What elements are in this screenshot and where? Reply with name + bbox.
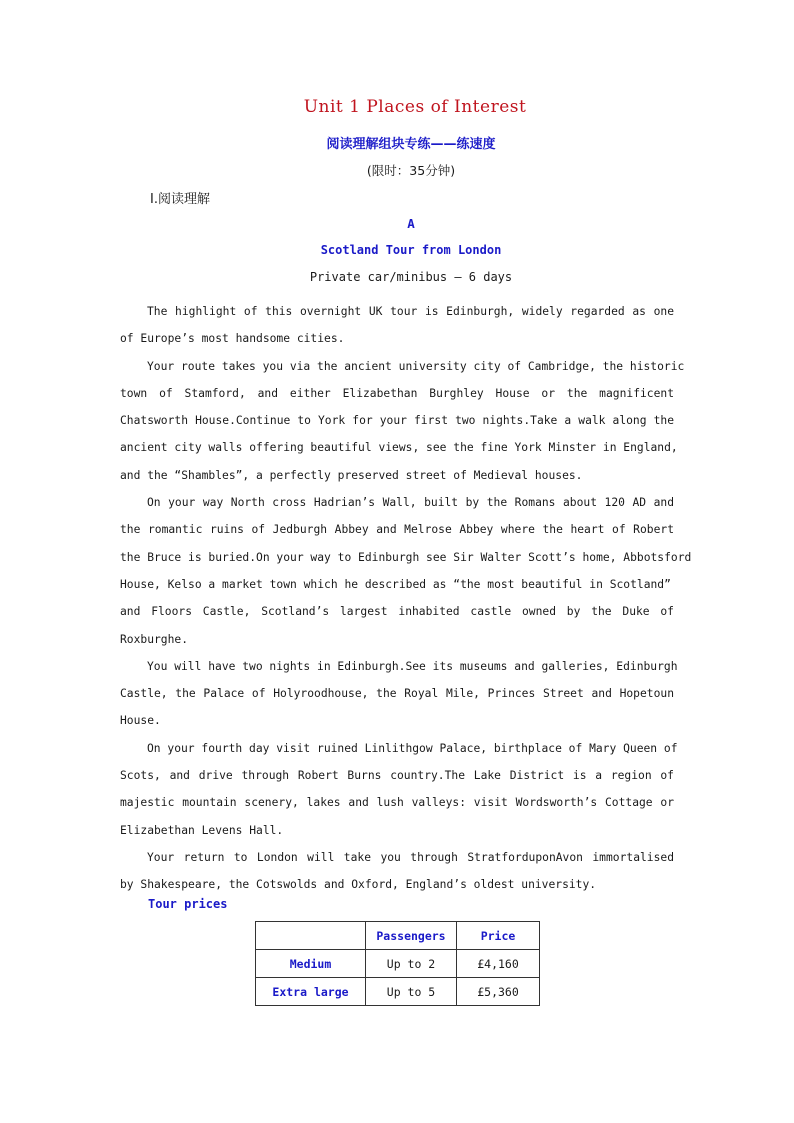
passage-line: On your fourth day visit ruined Linlithgow Palace, birthplace of Mary Queen of: [147, 741, 678, 755]
passengers-cell: Up to 2: [366, 950, 457, 978]
passage-line: and the “Shambles”, a perfectly preserved street of Medieval houses.: [120, 468, 583, 482]
passage-line: Elizabethan Levens Hall.: [120, 823, 284, 837]
price-cell: £5,360: [457, 978, 540, 1006]
passage-line: On your way North cross Hadrian’s Wall, built by the Romans about 120 AD and: [147, 496, 674, 510]
table-header-cell: Passengers: [366, 922, 457, 950]
table-header-cell: [256, 922, 366, 950]
passage-line: Chatsworth House.Continue to York for your first two nights.Take a walk along the: [120, 414, 674, 428]
passage-line: House.: [120, 714, 161, 728]
passage-letter: A: [407, 216, 415, 231]
passage-line: by Shakespeare, the Cotswolds and Oxford, England’s oldest university.: [120, 878, 597, 892]
passage-line: of Europe’s most handsome cities.: [120, 332, 345, 346]
passage-line: town of Stamford, and either Elizabethan Burghley House or the magnificent: [120, 386, 674, 400]
section-label: Ⅰ.阅读理解: [150, 192, 210, 207]
price-cell: £4,160: [457, 950, 540, 978]
passage-line: majestic mountain scenery, lakes and lush valleys: visit Wordsworth’s Cottage or: [120, 796, 674, 810]
passage-body: [120, 298, 720, 899]
passage-title: Scotland Tour from London: [320, 243, 502, 257]
tour-prices-table: [255, 921, 540, 1006]
passage-line: The highlight of this overnight UK tour is Edinburgh, widely regarded as one: [147, 305, 674, 318]
passage-line: House, Kelso a market town which he described as “the most beautiful in Scotland”: [120, 577, 671, 591]
table-row: [256, 950, 540, 978]
passage-meta: Private car/minibus — 6 days: [309, 270, 513, 284]
passage-line: You will have two nights in Edinburgh.See its museums and galleries, Edinburgh: [147, 659, 678, 673]
table-header-cell: Price: [457, 922, 540, 950]
exercise-subtitle: 阅读理解组块专练——练速度: [326, 137, 496, 152]
vehicle-type-cell: Extra large: [256, 978, 366, 1006]
table-row: [256, 978, 540, 1006]
vehicle-type-cell: Medium: [256, 950, 366, 978]
passage-line: Your return to London will take you through StratforduponAvon immortalised: [147, 850, 674, 864]
passage-line: Castle, the Palace of Holyroodhouse, the Royal Mile, Princes Street and Hopetoun: [120, 687, 674, 701]
passage-line: Roxburghe.: [120, 632, 189, 646]
passage-line: and Floors Castle, Scotland’s largest inhabited castle owned by the Duke of: [120, 605, 674, 619]
passage-line: the Bruce is buried.On your way to Edinburgh see Sir Walter Scott’s home, Abbotsford: [120, 550, 692, 564]
tour-prices-heading: Tour prices: [148, 897, 228, 911]
passage-line: ancient city walls offering beautiful views, see the fine York Minster in England,: [120, 441, 678, 455]
passage-line: the romantic ruins of Jedburgh Abbey and Melrose Abbey where the heart of Robert: [120, 523, 674, 537]
passage-line: Your route takes you via the ancient university city of Cambridge, the historic: [147, 359, 685, 373]
passage-line: Scots, and drive through Robert Burns country.The Lake District is a region of: [120, 769, 674, 783]
time-limit: (限时：35分钟): [366, 163, 456, 178]
table-header-row: [256, 922, 540, 950]
unit-title: Unit 1 Places of Interest: [303, 97, 527, 117]
passengers-cell: Up to 5: [366, 978, 457, 1006]
